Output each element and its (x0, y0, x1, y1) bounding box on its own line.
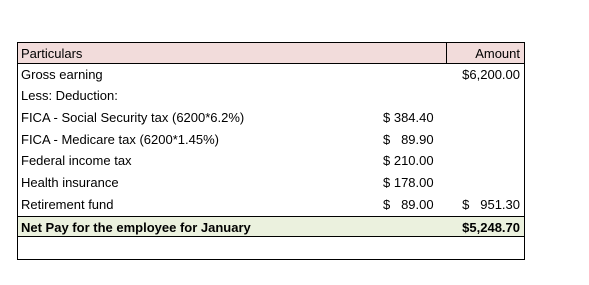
row-label: Federal income tax (21, 153, 132, 169)
row-label: Gross earning (21, 66, 103, 82)
payroll-table (17, 42, 525, 260)
net-pay-label: Net Pay for the employee for January (21, 219, 251, 235)
row-label: FICA - Medicare tax (6200*1.45%) (21, 131, 219, 147)
header-particulars: Particulars (21, 46, 83, 61)
table-row (18, 107, 524, 129)
row-detail: $ 89.00 (383, 196, 434, 212)
net-pay-row (17, 216, 525, 238)
header-amount: Amount (475, 46, 520, 61)
table-body (17, 64, 525, 216)
column-divider (446, 43, 447, 63)
row-label: Retirement fund (21, 196, 114, 212)
row-detail: $ 384.40 (383, 110, 434, 126)
row-amount: $ 951.30 (462, 196, 520, 212)
row-detail: $ 89.90 (383, 131, 434, 147)
table-row (18, 150, 524, 172)
table-row (18, 194, 524, 216)
table-row (18, 129, 524, 151)
table-row (18, 64, 524, 86)
empty-row (17, 237, 525, 260)
row-label: Less: Deduction: (21, 88, 118, 104)
row-amount: $6,200.00 (462, 66, 520, 82)
row-detail: $ 210.00 (383, 153, 434, 169)
row-label: Health insurance (21, 175, 119, 191)
header-row (17, 42, 525, 64)
table-row (18, 85, 524, 107)
table-row (18, 172, 524, 194)
row-detail: $ 178.00 (383, 175, 434, 191)
net-pay-amount: $5,248.70 (462, 219, 520, 235)
row-label: FICA - Social Security tax (6200*6.2%) (21, 110, 245, 126)
